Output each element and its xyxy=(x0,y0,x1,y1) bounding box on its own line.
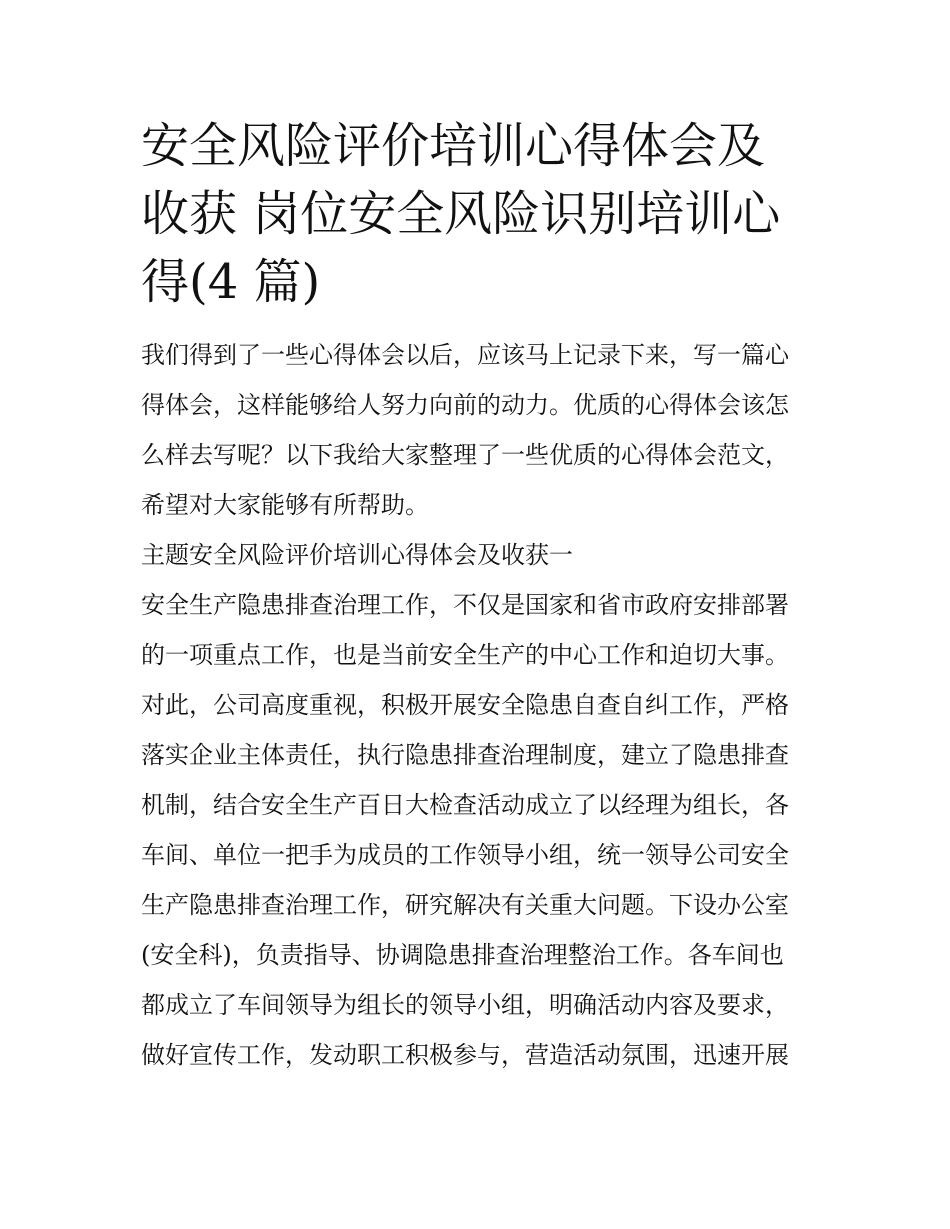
title-line: 收获 岗位安全风险识别培训心 xyxy=(141,186,781,242)
section-heading: 主题安全风险评价培训心得体会及收获一 xyxy=(141,541,573,569)
body-line: (安全科)，负责指导、协调隐患排查治理整治工作。各车间也 xyxy=(141,941,784,969)
title-line: 安全风险评价培训心得体会及 xyxy=(141,118,766,174)
body-line: 做好宣传工作，发动职工积极参与，营造活动氛围，迅速开展 xyxy=(141,1041,789,1069)
intro-line: 我们得到了一些心得体会以后，应该马上记录下来，写一篇心 xyxy=(141,341,789,369)
body-line: 都成立了车间领导为组长的领导小组，明确活动内容及要求， xyxy=(141,991,789,1019)
document-title xyxy=(141,112,813,316)
body-line: 安全生产隐患排查治理工作，不仅是国家和省市政府安排部署 xyxy=(141,591,789,619)
body-line: 车间、单位一把手为成员的工作领导小组，统一领导公司安全 xyxy=(141,841,789,869)
body-line: 机制，结合安全生产百日大检查活动成立了以经理为组长，各 xyxy=(141,791,789,819)
body-line: 落实企业主体责任，执行隐患排查治理制度，建立了隐患排查 xyxy=(141,741,789,769)
title-line: 得(4 篇) xyxy=(141,254,321,310)
intro-line: 么样去写呢？以下我给大家整理了一些优质的心得体会范文， xyxy=(141,441,789,469)
document-content xyxy=(141,112,813,1080)
body-line: 的一项重点工作，也是当前安全生产的中心工作和迫切大事。 xyxy=(141,641,789,669)
body-line: 对此，公司高度重视，积极开展安全隐患自查自纠工作，严格 xyxy=(141,691,789,719)
intro-line: 希望对大家能够有所帮助。 xyxy=(141,491,429,519)
intro-line: 得体会，这样能够给人努力向前的动力。优质的心得体会该怎 xyxy=(141,391,789,419)
document-body xyxy=(141,330,813,1080)
body-line: 生产隐患排查治理工作，研究解决有关重大问题。下设办公室 xyxy=(141,891,789,919)
